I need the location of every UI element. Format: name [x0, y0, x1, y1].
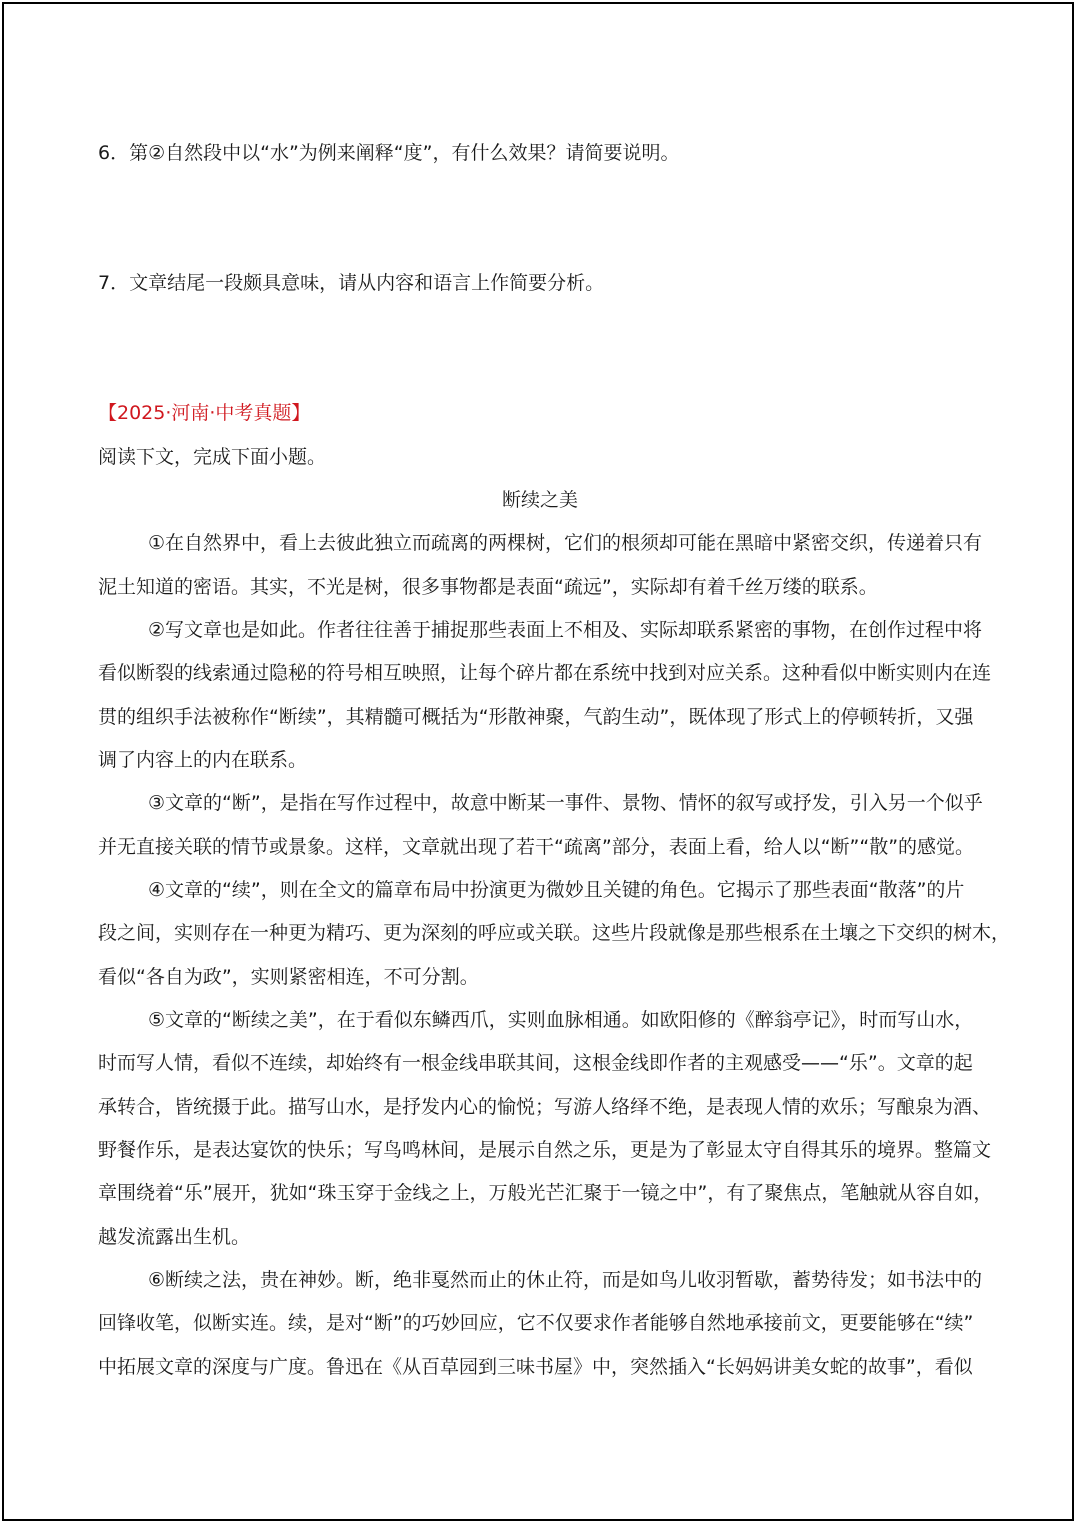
- paragraph-5-line: 时而写人情，看似不连续，却始终有一根金线串联其间，这根金线即作者的主观感受——“乐”。文章的起: [98, 1052, 973, 1074]
- paragraph-1-line: 泥土知道的密语。其实，不光是树，很多事物都是表面“疏远”，实际却有着千丝万缕的联系。: [98, 576, 878, 598]
- question-7: 7．文章结尾一段颇具意味，请从内容和语言上作简要分析。: [98, 272, 605, 294]
- paragraph-4-line: 段之间，实则存在一种更为精巧、更为深刻的呼应或关联。这些片段就像是那些根系在土壤之下交织的树木，: [98, 922, 1011, 944]
- paragraph-5-line: 承转合，皆统摄于此。描写山水，是抒发内心的愉悦；写游人络绎不绝，是表现人情的欢乐；写酿泉为酒、: [98, 1096, 992, 1118]
- paragraph-5-line: 章围绕着“乐”展开，犹如“珠玉穿于金线之上，万般光芒汇聚于一镜之中”，有了聚焦点，笔触就从容自如，: [98, 1182, 993, 1204]
- paragraph-5-line: 越发流露出生机。: [98, 1226, 251, 1248]
- source-tag: 【2025·河南·中考真题】: [98, 402, 311, 424]
- paragraph-2-line: ②写文章也是如此。作者往往善于捕捉那些表面上不相及、实际却联系紧密的事物，在创作过程中将: [148, 619, 983, 641]
- paragraph-6-line: 中拓展文章的深度与广度。鲁迅在《从百草园到三味书屋》中，突然插入“长妈妈讲美女蛇的故事”，看似: [98, 1356, 973, 1378]
- paragraph-6-line: ⑥断续之法，贵在神妙。断，绝非戛然而止的休止符，而是如鸟儿收羽暂歇，蓄势待发；如书法中的: [148, 1269, 983, 1291]
- instruction: 阅读下文，完成下面小题。: [98, 446, 327, 468]
- paragraph-2-line: 调了内容上的内在联系。: [98, 749, 308, 771]
- paragraph-2-line: 贯的组织手法被称作“断续”，其精髓可概括为“形散神聚，气韵生动”，既体现了形式上的停顿转折，又强: [98, 706, 974, 728]
- article-title: 断续之美: [501, 489, 578, 511]
- paragraph-3-line: ③文章的“断”，是指在写作过程中，故意中断某一事件、景物、情怀的叙写或抒发，引入另一个似乎: [148, 792, 983, 814]
- paragraph-5-line: 野餐作乐，是表达宴饮的快乐；写鸟鸣林间，是展示自然之乐，更是为了彰显太守自得其乐的境界。整篇文: [98, 1139, 992, 1161]
- paragraph-4-line: 看似“各自为政”，实则紧密相连，不可分割。: [98, 966, 479, 988]
- paragraph-3-line: 并无直接关联的情节或景象。这样，文章就出现了若干“疏离”部分，表面上看，给人以“断”“散”的感觉。: [98, 836, 975, 858]
- paragraph-6-line: 回锋收笔，似断实连。续，是对“断”的巧妙回应，它不仅要求作者能够自然地承接前文，更要能够在“续”: [98, 1312, 974, 1334]
- question-6: 6．第②自然段中以“水”为例来阐释“度”，有什么效果？请简要说明。: [98, 142, 680, 164]
- paragraph-4-line: ④文章的“续”，则在全文的篇章布局中扮演更为微妙且关键的角色。它揭示了那些表面“散落”的片: [148, 879, 965, 901]
- paragraph-5-line: ⑤文章的“断续之美”，在于看似东鳞西爪，实则血脉相通。如欧阳修的《醉翁亭记》，时而写山水，: [148, 1009, 974, 1031]
- paragraph-1-line: ①在自然界中，看上去彼此独立而疏离的两棵树，它们的根须却可能在黑暗中紧密交织，传递着只有: [148, 532, 983, 554]
- paragraph-2-line: 看似断裂的线索通过隐秘的符号相互映照，让每个碎片都在系统中找到对应关系。这种看似中断实则内在连: [98, 662, 992, 684]
